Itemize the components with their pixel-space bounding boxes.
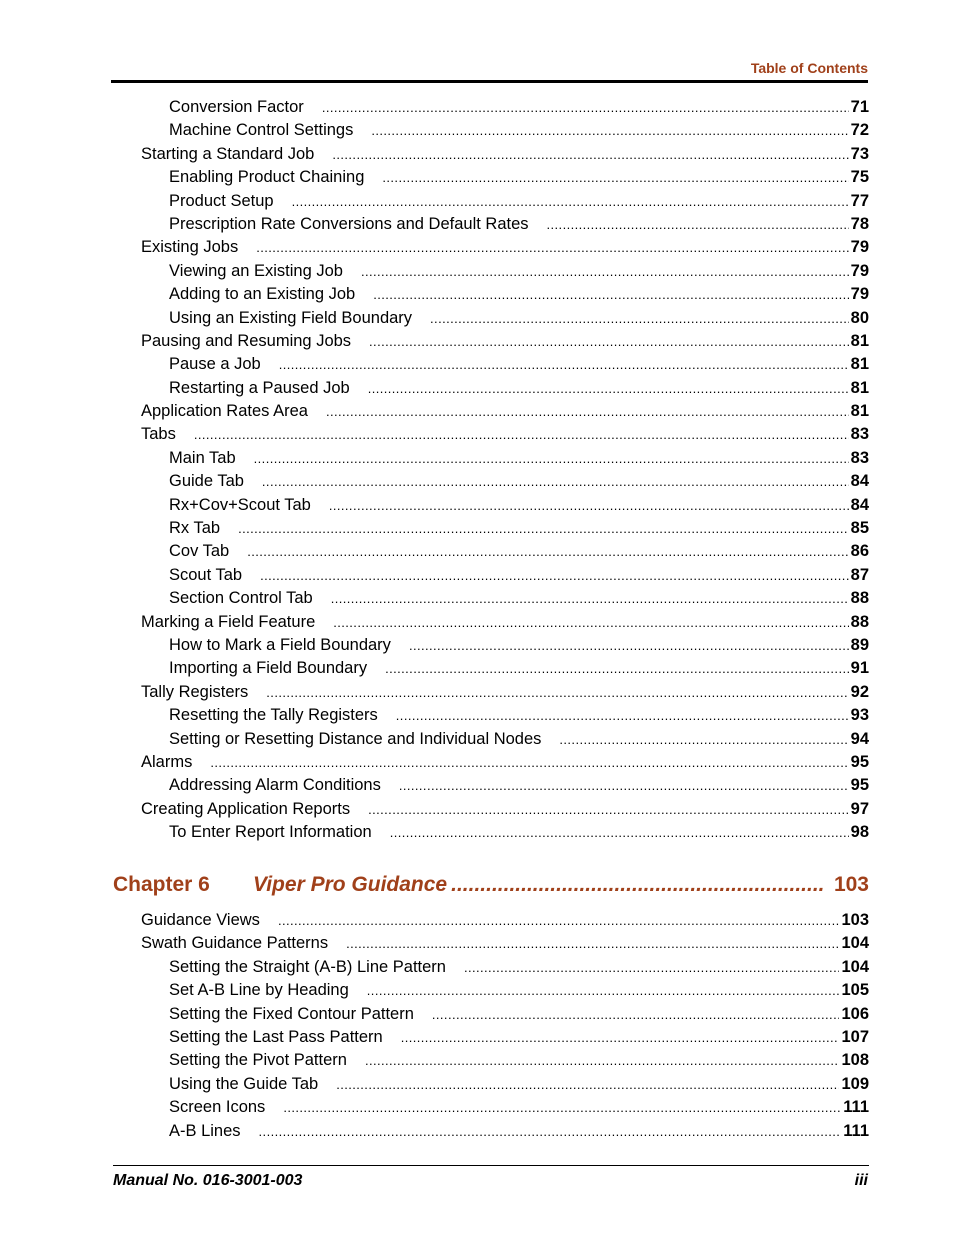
header-rule [111, 80, 868, 83]
toc-leader-dots [259, 1124, 842, 1139]
toc-entry[interactable] [141, 776, 869, 799]
toc-entry[interactable] [141, 636, 869, 659]
toc-entry[interactable] [141, 981, 869, 1004]
toc-leader-dots [401, 1030, 840, 1045]
toc-entry[interactable] [141, 472, 869, 495]
toc-entry[interactable] [141, 800, 869, 823]
toc-entry-page: 95 [850, 776, 869, 795]
toc-leader-dots [361, 264, 849, 279]
toc-entry[interactable] [141, 589, 869, 612]
toc-leader-dots [292, 194, 849, 209]
toc-entry-title: Existing Jobs [141, 238, 239, 257]
toc-entry-title: Adding to an Existing Job [169, 285, 356, 304]
toc-entry-page: 89 [850, 635, 869, 654]
toc-leader-dots [194, 427, 849, 442]
toc-entry-title: Enabling Product Chaining [169, 168, 365, 187]
toc-entry-title: Tabs [141, 425, 176, 444]
toc-entry-title: Resetting the Tally Registers [169, 706, 378, 725]
toc-entry-page: 94 [850, 729, 869, 748]
toc-entry-title: Machine Control Settings [169, 121, 354, 140]
toc-leader-dots [382, 170, 848, 185]
toc-entry-title: Scout Tab [169, 565, 243, 584]
toc-entry[interactable] [141, 425, 869, 448]
footer-rule [113, 1165, 869, 1166]
toc-leader-dots [373, 287, 848, 302]
toc-entry-title: Viewing an Existing Job [169, 261, 343, 280]
toc-entry[interactable] [141, 613, 869, 636]
toc-entry[interactable] [141, 823, 869, 846]
toc-entry-page: 78 [850, 214, 869, 233]
toc-entry[interactable] [141, 753, 869, 776]
toc-leader-dots [396, 708, 849, 723]
toc-entry[interactable] [141, 519, 869, 542]
toc-entry[interactable] [141, 958, 869, 981]
toc-entry[interactable] [141, 192, 869, 215]
toc-entry-page: 88 [850, 589, 869, 608]
toc-entry-title: Pause a Job [169, 355, 261, 374]
toc-entry-page: 85 [850, 519, 869, 538]
toc-entry-page: 106 [841, 1004, 869, 1023]
toc-entry-title: Setting or Resetting Distance and Individual Nodes [169, 729, 542, 748]
toc-leader-dots [390, 825, 849, 840]
toc-leader-dots [336, 1077, 839, 1092]
toc-entry-title: Rx Tab [169, 519, 221, 538]
toc-entry-title: Starting a Standard Job [141, 144, 315, 163]
toc-entry[interactable] [141, 332, 869, 355]
toc-entry-title: Conversion Factor [169, 98, 304, 116]
toc-entry[interactable] [141, 659, 869, 682]
chapter-title: Viper Pro Guidance [253, 873, 448, 896]
toc-entry[interactable] [141, 168, 869, 191]
toc-leader-dots [409, 638, 849, 653]
chapter-leader-dots [451, 873, 824, 897]
toc-entry-title: Restarting a Paused Job [169, 378, 350, 397]
toc-entry-page: 75 [850, 168, 869, 187]
toc-leader-dots [432, 1007, 840, 1022]
toc-leader-dots [256, 240, 848, 255]
toc-entry-title: Product Setup [169, 191, 274, 210]
toc-entry[interactable] [141, 1051, 869, 1074]
toc-entry-title: To Enter Report Information [169, 823, 372, 842]
toc-entry[interactable] [141, 379, 869, 402]
toc-leader-dots [365, 1053, 840, 1068]
page-header-label: Table of Contents [750, 60, 868, 76]
toc-leader-dots [279, 357, 849, 372]
toc-entry-page: 104 [841, 934, 869, 953]
toc-entry[interactable] [141, 238, 869, 261]
toc-entry-page: 87 [850, 565, 869, 584]
toc-entry[interactable] [141, 542, 869, 565]
toc-entry-page: 103 [841, 911, 869, 929]
toc-entry-page: 84 [850, 472, 869, 491]
toc-entry-title: Tally Registers [141, 682, 249, 701]
toc-entry-title: Application Rates Area [141, 402, 308, 421]
toc-entry-title: Importing a Field Boundary [169, 659, 368, 678]
toc-leader-dots [262, 474, 849, 489]
toc-leader-dots [260, 568, 849, 583]
toc-entry-page: 91 [850, 659, 869, 678]
toc-leader-dots [283, 1100, 841, 1115]
toc-leader-dots [278, 913, 840, 928]
toc-entry-page: 77 [850, 191, 869, 210]
toc-entry-page: 88 [850, 612, 869, 631]
toc-entry-title: Rx+Cov+Scout Tab [169, 495, 311, 514]
toc-entry-page: 92 [850, 682, 869, 701]
toc-leader-dots [326, 404, 849, 419]
toc-entry-title: Setting the Straight (A-B) Line Pattern [169, 957, 446, 976]
toc-entry-page: 79 [850, 238, 869, 257]
toc-entry[interactable] [141, 402, 869, 425]
toc-entry[interactable] [141, 911, 869, 934]
toc-entry[interactable] [141, 730, 869, 753]
toc-entry-page: 109 [841, 1074, 869, 1093]
toc-entry-page: 111 [843, 1121, 869, 1140]
toc-entry[interactable] [141, 566, 869, 589]
toc-entry-title: Prescription Rate Conversions and Default Rates [169, 214, 529, 233]
toc-entry[interactable] [141, 1098, 869, 1121]
toc-entry-page: 97 [850, 799, 869, 818]
toc-entry[interactable] [141, 355, 869, 378]
toc-entry-page: 79 [850, 261, 869, 280]
toc-entry-page: 98 [850, 823, 869, 842]
toc-entry-title: Using the Guide Tab [169, 1074, 319, 1093]
toc-entry-page: 83 [850, 425, 869, 444]
toc-leader-dots [430, 311, 849, 326]
toc-entry-page: 81 [850, 402, 869, 421]
toc-entry-title: Cov Tab [169, 542, 230, 561]
toc-entry-page: 83 [850, 448, 869, 467]
manual-number: Manual No. 016-3001-003 [113, 1172, 303, 1189]
chapter-toc-list [141, 911, 869, 1145]
toc-leader-dots [254, 451, 849, 466]
toc-entry-page: 81 [850, 331, 869, 350]
toc-entry[interactable] [141, 1028, 869, 1051]
toc-entry[interactable] [141, 496, 869, 519]
toc-entry[interactable] [141, 1122, 869, 1145]
toc-entry-page: 86 [850, 542, 869, 561]
toc-entry-title: Addressing Alarm Conditions [169, 776, 381, 795]
toc-leader-dots [329, 498, 849, 513]
toc-entry-title: How to Mark a Field Boundary [169, 635, 391, 654]
toc-entry-page: 108 [841, 1051, 869, 1070]
toc-entry-page: 71 [850, 98, 869, 116]
toc-entry-title: Using an Existing Field Boundary [169, 308, 413, 327]
page-number: iii [854, 1172, 868, 1189]
toc-entry-title: Guidance Views [141, 911, 260, 929]
toc-entry-title: Swath Guidance Patterns [141, 934, 329, 953]
toc-entry-page: 84 [850, 495, 869, 514]
toc-entry-page: 105 [841, 981, 869, 1000]
toc-leader-dots [368, 802, 849, 817]
toc-entry[interactable] [141, 285, 869, 308]
toc-entry-title: Setting the Last Pass Pattern [169, 1027, 383, 1046]
toc-entry-title: Setting the Pivot Pattern [169, 1051, 347, 1070]
toc-entry-title: Main Tab [169, 448, 236, 467]
toc-entry[interactable] [141, 1005, 869, 1028]
toc-entry[interactable] [141, 98, 869, 121]
toc-leader-dots [332, 147, 848, 162]
toc-leader-dots [210, 755, 848, 770]
toc-entry-page: 104 [841, 957, 869, 976]
toc-entry[interactable] [141, 1075, 869, 1098]
chapter-page: 103 [833, 873, 869, 896]
toc-entry[interactable] [141, 449, 869, 472]
toc-list [141, 98, 869, 847]
toc-entry-title: Marking a Field Feature [141, 612, 316, 631]
toc-entry-page: 73 [850, 144, 869, 163]
toc-entry[interactable] [141, 215, 869, 238]
toc-entry-title: Screen Icons [169, 1098, 266, 1117]
toc-leader-dots [371, 123, 848, 138]
toc-entry-page: 81 [850, 378, 869, 397]
toc-entry[interactable] [141, 121, 869, 144]
toc-entry-page: 111 [843, 1098, 869, 1117]
toc-entry-page: 72 [850, 121, 869, 140]
toc-leader-dots [331, 591, 849, 606]
toc-entry[interactable] [141, 262, 869, 285]
toc-entry-title: Pausing and Resuming Jobs [141, 331, 352, 350]
toc-entry[interactable] [141, 706, 869, 729]
chapter-label: Chapter 6 [113, 873, 210, 896]
toc-entry-title: Set A-B Line by Heading [169, 981, 349, 1000]
toc-leader-dots [238, 521, 849, 536]
toc-leader-dots [559, 732, 848, 747]
toc-entry[interactable] [141, 309, 869, 332]
toc-entry-page: 107 [841, 1027, 869, 1046]
toc-leader-dots [247, 544, 848, 559]
toc-entry-title: Section Control Tab [169, 589, 313, 608]
toc-leader-dots [385, 661, 849, 676]
toc-entry-title: A-B Lines [169, 1121, 241, 1140]
toc-leader-dots [333, 615, 848, 630]
toc-leader-dots [464, 960, 839, 975]
toc-leader-dots [368, 381, 849, 396]
toc-leader-dots [547, 217, 849, 232]
toc-entry-title: Creating Application Reports [141, 799, 351, 818]
toc-leader-dots [266, 685, 848, 700]
toc-entry-page: 80 [850, 308, 869, 327]
toc-entry-page: 79 [850, 285, 869, 304]
chapter-heading[interactable] [113, 873, 869, 897]
toc-leader-dots [322, 100, 849, 115]
toc-entry[interactable] [141, 145, 869, 168]
toc-leader-dots [369, 334, 849, 349]
toc-entry[interactable] [141, 683, 869, 706]
toc-entry[interactable] [141, 934, 869, 957]
toc-leader-dots [367, 983, 840, 998]
toc-leader-dots [399, 778, 849, 793]
toc-entry-page: 93 [850, 706, 869, 725]
toc-leader-dots [346, 936, 839, 951]
toc-entry-page: 95 [850, 752, 869, 771]
toc-entry-title: Setting the Fixed Contour Pattern [169, 1004, 414, 1023]
toc-entry-title: Guide Tab [169, 472, 244, 491]
toc-entry-title: Alarms [141, 752, 193, 771]
toc-entry-page: 81 [850, 355, 869, 374]
